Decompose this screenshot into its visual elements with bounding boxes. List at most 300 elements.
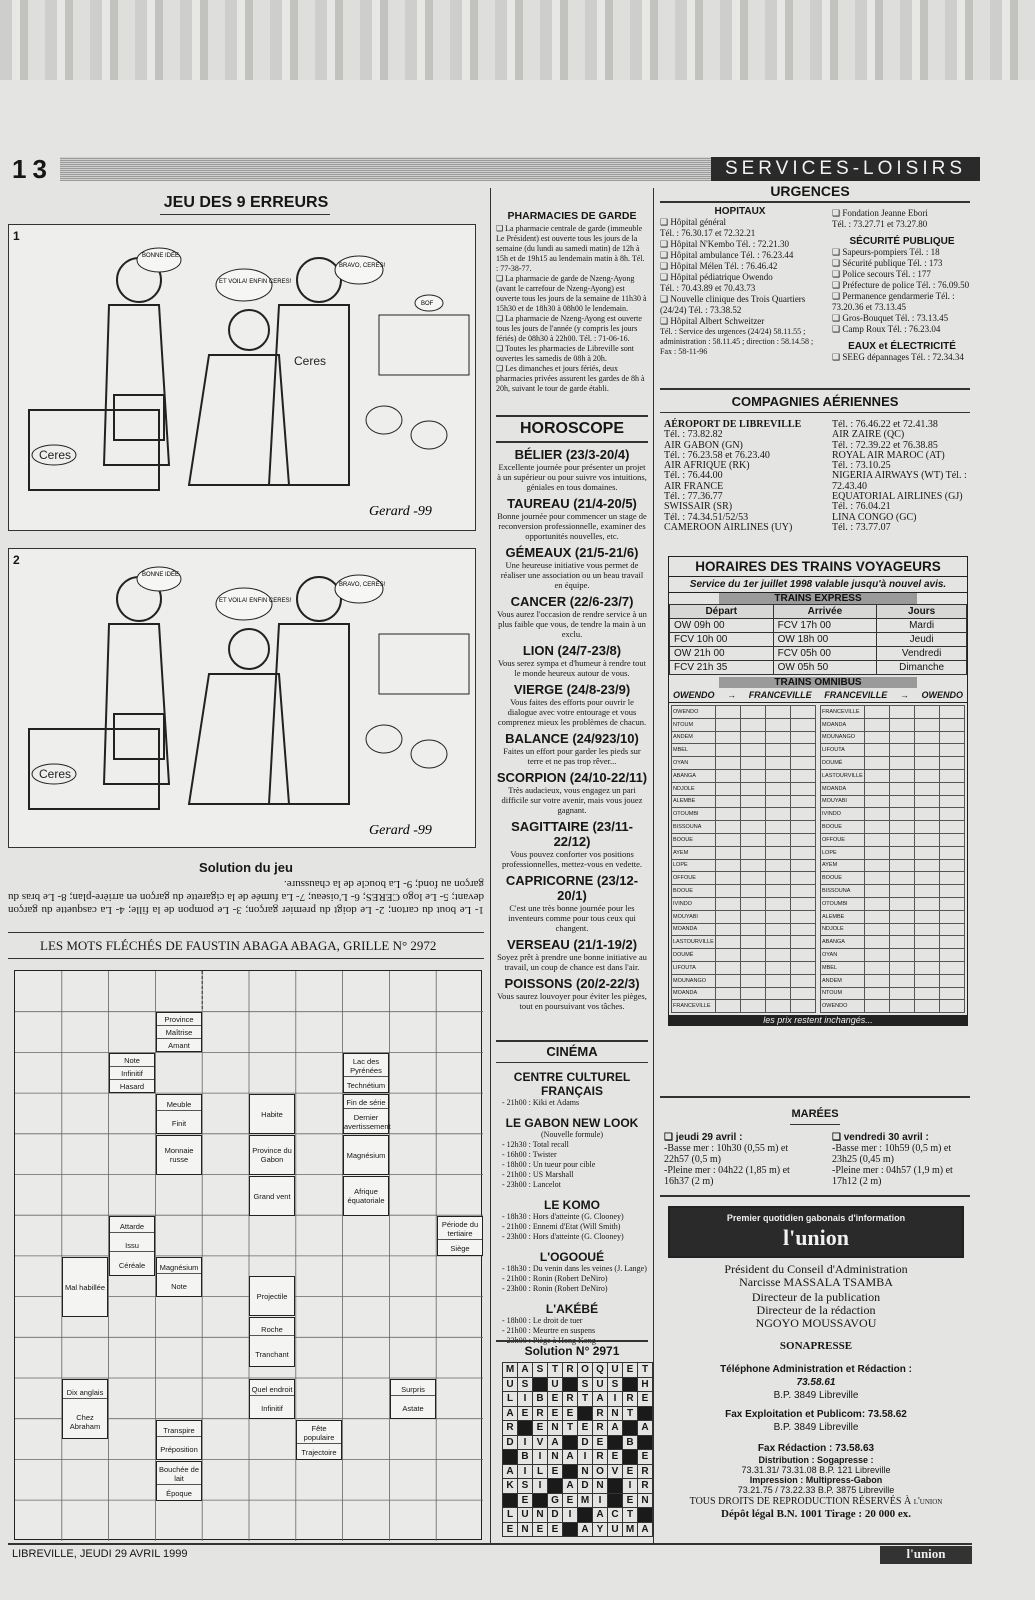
station-name: DOUMÉ (821, 757, 865, 770)
sign-name: LION (24/7-23/8) (522, 643, 622, 658)
cartoon-panel-1 (8, 224, 476, 531)
cell: FCV 10h 00 (670, 633, 774, 647)
credit-line: Fax Exploitation et Publicom: 73.58.62 (725, 1409, 907, 1420)
airline-line: LINA CONGO (GC) (832, 511, 917, 523)
omnibus-row (672, 910, 816, 923)
sign-name: VERSEAU (21/1-19/2) (506, 937, 638, 952)
solution-cell: V (533, 1435, 548, 1450)
clue: Mal habillée (64, 1282, 106, 1292)
col-header: Arrivée (773, 605, 877, 619)
footer-rule (8, 1543, 972, 1545)
time-cell (716, 757, 741, 770)
airline-line: AIR GABON (GN) (664, 439, 743, 451)
time-cell (741, 974, 766, 987)
time-cell (890, 706, 915, 719)
time-cell (940, 718, 965, 731)
clue-box (249, 1176, 295, 1216)
time-cell (766, 706, 791, 719)
pharmacy-text: La pharmacie centrale de garde (immeuble Le Président) est ouverte tous les jours de la semaine (du lundi au samedi matin) de 12h à 15h et de 19h15 au lendemain matin à 8h. Tél. : 77-38-77. (496, 224, 645, 273)
solution-cell: N (593, 1479, 608, 1494)
time-cell (716, 846, 741, 859)
omnibus-row (821, 731, 965, 744)
omnibus-row (821, 718, 965, 731)
station-name: MOANDA (672, 923, 716, 936)
station-name: MOUNANGO (821, 731, 865, 744)
solution-cell (638, 1435, 653, 1450)
station-name: ALEMBE (672, 795, 716, 808)
sign-text: Vous faites des efforts pour ouvrir le dialogue avec votre entourage et vous comprenez mieux les problèmes de chacun. (497, 697, 647, 727)
time-cell (890, 936, 915, 949)
time-cell (890, 987, 915, 1000)
time-cell (741, 885, 766, 898)
time-cell (940, 859, 965, 872)
station-name: MOUNANGO (672, 974, 716, 987)
omnibus-row (672, 821, 816, 834)
station-name: MOANDA (821, 718, 865, 731)
solution-cell: N (533, 1508, 548, 1523)
time-cell (741, 949, 766, 962)
cinema-show: - 12h30 : Total recall (502, 1140, 569, 1149)
solution-row (503, 1522, 653, 1537)
clue: Note (110, 1055, 154, 1067)
omnibus-row (821, 1000, 965, 1013)
solution-cell: A (593, 1508, 608, 1523)
sign-text: Soyez prêt à prendre une bonne initiative au travail, un coup de chance est dans l'air. (497, 952, 647, 972)
station-name: ANDEM (672, 731, 716, 744)
solution-cell: D (503, 1435, 518, 1450)
maree-line: -Basse mer : 10h30 (0,55 m) et 22h57 (0,5 m) (664, 1143, 789, 1165)
omnibus-row (672, 923, 816, 936)
cartoon-drawing-2 (9, 549, 476, 848)
omnibus-row (821, 897, 965, 910)
time-cell (766, 1000, 791, 1013)
omnibus-row (672, 987, 816, 1000)
omnibus-row (821, 846, 965, 859)
time-cell (716, 974, 741, 987)
station-name: IVINDO (821, 808, 865, 821)
time-cell (865, 706, 890, 719)
cell: Jeudi (877, 633, 967, 647)
time-cell (940, 833, 965, 846)
divider (496, 1340, 648, 1342)
solution-cell (503, 1493, 518, 1508)
col-header: Départ (670, 605, 774, 619)
solution-cell (533, 1493, 548, 1508)
time-cell (716, 782, 741, 795)
solution-cell: I (518, 1435, 533, 1450)
credit-line: Téléphone Administration et Rédaction : (720, 1364, 912, 1375)
erreurs-title: JEU DES 9 ERREURS (163, 194, 329, 211)
solution-cell: M (503, 1363, 518, 1378)
clue: Amant (168, 1040, 190, 1050)
clue-box (296, 1420, 342, 1460)
omnibus-row (821, 795, 965, 808)
page-number: 13 (12, 154, 53, 184)
clue: Monnaie russe (164, 1146, 194, 1164)
time-cell (865, 718, 890, 731)
time-cell (915, 706, 940, 719)
sign-text: Vous pouvez conforter vos positions professionnelles, mettez-vous en vedette. (502, 849, 642, 869)
solution-cell: S (518, 1377, 533, 1392)
sign-text: C'est une très bonne journée pour les inventeurs comme pour tous ceux qui changent. (508, 903, 636, 933)
clue: Technétium (346, 1080, 386, 1090)
time-cell (890, 769, 915, 782)
time-cell (915, 744, 940, 757)
ceres-logo: Ceres (39, 448, 72, 462)
footer-dateline: LIBREVILLE, JEUDI 29 AVRIL 1999 (12, 1548, 188, 1560)
time-cell (791, 859, 816, 872)
airline-line: Tél. : 77.36.77 (664, 491, 723, 503)
solution-cell: B (533, 1392, 548, 1407)
solution-cell: E (518, 1493, 533, 1508)
time-cell (915, 1000, 940, 1013)
omnibus-row (821, 744, 965, 757)
omnibus-row (821, 910, 965, 923)
time-cell (741, 987, 766, 1000)
omnibus-row (672, 885, 816, 898)
time-cell (741, 731, 766, 744)
time-cell (940, 987, 965, 1000)
securite-line: Permanence gendarmerie Tél. : 73.20.36 et 73.13.45 (832, 291, 955, 312)
divider (496, 1062, 648, 1063)
speech-bubble-1: BONNE IDÉE. (142, 253, 181, 259)
clue: Époque (166, 1488, 192, 1498)
clue: Siège (450, 1243, 470, 1253)
station-name: OTOUMBI (821, 897, 865, 910)
time-cell (716, 949, 741, 962)
solution-cell: S (578, 1377, 593, 1392)
time-cell (716, 795, 741, 808)
time-cell (741, 1000, 766, 1013)
cinema-show: - 23h00 : Ronin (Robert DeNiro) (502, 1284, 608, 1293)
speech-bubble-3: BRAVO, CERES! (339, 582, 386, 588)
solution-cell: S (518, 1479, 533, 1494)
time-cell (791, 744, 816, 757)
mots-fleches-title: LES MOTS FLÉCHÉS DE FAUSTIN ABAGA ABAGA, GRILLE N° 2972 (40, 938, 437, 953)
time-cell (791, 833, 816, 846)
time-cell (865, 859, 890, 872)
cinema-show: - 23h00 : Hors d'atteinte (G. Clooney) (502, 1232, 624, 1241)
credit-line: B.P. 3849 Libreville (773, 1390, 859, 1401)
station-name: OFFOUE (821, 833, 865, 846)
clue-box (156, 1257, 202, 1297)
time-cell (791, 872, 816, 885)
time-cell (940, 744, 965, 757)
solution-cell: E (548, 1392, 563, 1407)
time-cell (865, 910, 890, 923)
airline-line: Tél. : 74.34.51/52/53 (664, 511, 749, 523)
time-cell (741, 782, 766, 795)
speech-bubble-2: ET VOILA! ENFIN CERES! (219, 279, 292, 285)
omnibus-row (672, 769, 816, 782)
airline-line: Tél. : 73.82.82 (664, 429, 723, 441)
time-cell (716, 923, 741, 936)
express-table (669, 604, 967, 675)
time-cell (791, 974, 816, 987)
time-cell (716, 897, 741, 910)
omnibus-row (821, 961, 965, 974)
time-cell (766, 833, 791, 846)
cinema-venue: LE KOMO (544, 1198, 600, 1212)
hopital-line: Hôpital Mélen Tél. : 76.46.42 (670, 261, 778, 271)
eaux-title: EAUX et ÉLECTRICITÉ (848, 341, 956, 352)
time-cell (890, 897, 915, 910)
divider (496, 1040, 648, 1042)
omnibus-routes: OWENDO → FRANCEVILLE FRANCEVILLE → OWENDO (669, 688, 967, 703)
clue: Note (171, 1282, 187, 1292)
cinema-show: - 18h00 : Un tueur pour cible (502, 1160, 596, 1169)
clue-box (249, 1276, 295, 1316)
clue: Hasard (119, 1081, 145, 1091)
station-name: ABANGA (672, 769, 716, 782)
solution-cell: M (623, 1522, 638, 1537)
speech-bubble-2: ET VOILA! ENFIN CERES! (219, 598, 292, 604)
time-cell (865, 949, 890, 962)
solution-cell: I (593, 1493, 608, 1508)
credit-line: Directeur de la rédaction (756, 1303, 876, 1317)
credit-line: TOUS DROITS DE REPRODUCTION RÉSERVÉS À l'union (689, 1496, 943, 1507)
time-cell (766, 859, 791, 872)
time-cell (741, 872, 766, 885)
time-cell (716, 987, 741, 1000)
station-name: BISSOUNA (672, 821, 716, 834)
divider (660, 1195, 970, 1197)
airline-line: SWISSAIR (SR) (664, 501, 733, 513)
maree-day: jeudi 29 avril : (675, 1132, 743, 1143)
solution-cell (608, 1479, 623, 1494)
time-cell (791, 769, 816, 782)
time-cell (940, 1000, 965, 1013)
solution-cell: U (593, 1377, 608, 1392)
station-name: BOOUE (821, 872, 865, 885)
station-name: LASTOURVILLE (672, 936, 716, 949)
omnibus-row (821, 872, 965, 885)
time-cell (766, 961, 791, 974)
time-cell (890, 731, 915, 744)
time-cell (791, 1000, 816, 1013)
station-name: MBEL (821, 961, 865, 974)
clue-box (109, 1216, 155, 1276)
time-cell (915, 987, 940, 1000)
compagnies-title: COMPAGNIES AÉRIENNES (731, 394, 899, 409)
omnibus-row (672, 706, 816, 719)
airline-line: Tél. : 72.39.22 et 76.38.85 (832, 439, 938, 451)
station-name: MOUYABI (672, 910, 716, 923)
solution-cell: N (548, 1450, 563, 1465)
maree-line: -Pleine mer : 04h57 (1,9 m) et 17h12 (2 m) (832, 1165, 953, 1187)
time-cell (766, 885, 791, 898)
mots-fleches-grid (14, 970, 482, 1540)
pharmacy-text: La pharmacie de Nzeng-Ayong est ouverte tous les jours de l'année (y compris les jours fériés) de 08h30 à 22h00. Tél. : 71-06-16. (496, 314, 642, 343)
express-title: TRAINS EXPRESS (719, 593, 917, 604)
airline-line: Tél. : 76.04.21 (832, 501, 891, 513)
solution-cell: R (533, 1406, 548, 1421)
clue-box (249, 1135, 295, 1175)
time-cell (890, 795, 915, 808)
time-cell (716, 910, 741, 923)
grid-lines (15, 971, 483, 1541)
clue: Surpris (391, 1384, 435, 1396)
solution-cell: A (578, 1522, 593, 1537)
securite-line: Camp Roux Tél. : 76.23.04 (842, 324, 941, 334)
time-cell (716, 769, 741, 782)
station-name: OYAN (821, 949, 865, 962)
clue: Trajectoire (301, 1447, 337, 1457)
pharmacy-text: La pharmacie de garde de Nzeng-Ayong (avant le carrefour de Nzeng-Ayong) est ouverte tous les jours de la semaine de 11h30 à 15h30 et de 18h30 à 08h00 le lendemain. (496, 274, 647, 313)
station-name: IVINDO (672, 897, 716, 910)
credit-line: Impression : Multipress-Gabon (749, 1475, 883, 1485)
time-cell (940, 936, 965, 949)
time-cell (716, 808, 741, 821)
solution-cell: A (503, 1464, 518, 1479)
clue-box (109, 1053, 155, 1093)
clue-box (343, 1135, 389, 1175)
solution-cell: E (623, 1493, 638, 1508)
hopitaux-list: ❑ Hôpital général Tél. : 76.30.17 et 72.32.21 ❑ Hôpital N'Kembo Tél. : 72.21.30 ❑ Hôpital ambulance Tél. : 76.23.44 ❑ Hôpital Mélen Tél. : 76.46.42 ❑ Hôpital pédiatrique Owendo Tél. : 70.43.89 et 70.43.73 ❑ Nouvelle clinique des Trois Quartiers (24/24) Tél. : 73.38.52 ❑ Hôpital Albert Schweitzer Tél. : Service des urgences (24/24) 58.11.55 ; administration : 58.11.45 ; direction : 58.14.58 ; Fax : 58-11-96 (660, 217, 820, 357)
solution-cell: S (533, 1363, 548, 1378)
pharmacies-title: PHARMACIES DE GARDE (507, 210, 637, 222)
time-cell (741, 718, 766, 731)
station-name: ALEMBE (821, 910, 865, 923)
omnibus-row (821, 936, 965, 949)
sign-name: BÉLIER (23/3-20/4) (514, 447, 630, 462)
omnibus-row (821, 782, 965, 795)
eaux-line: SEEG dépannages Tél. : 72.34.34 (842, 352, 964, 362)
time-cell (915, 910, 940, 923)
station-name: AYEM (672, 846, 716, 859)
solution-cell: I (608, 1392, 623, 1407)
clue-box (249, 1379, 295, 1419)
time-cell (865, 936, 890, 949)
securite-title: SÉCURITÉ PUBLIQUE (849, 236, 955, 247)
clue: Roche (250, 1324, 294, 1336)
solution-cell: E (563, 1406, 578, 1421)
clue: Transpire (157, 1425, 201, 1437)
cinema-venue: L'OGOOUÉ (539, 1250, 605, 1264)
time-cell (791, 987, 816, 1000)
divider (8, 932, 484, 933)
solution-cell: U (608, 1522, 623, 1537)
cinema-show: - 21h00 : Ronin (Robert DeNiro) (502, 1274, 608, 1283)
cell: OW 21h 00 (670, 647, 774, 661)
solution-cell (563, 1522, 578, 1537)
clue-box (156, 1094, 202, 1134)
hopital-line: Hôpital N'Kembo Tél. : 72.21.30 (670, 239, 790, 249)
station-name: LIFOUTA (821, 744, 865, 757)
clue: Infinitif (110, 1068, 154, 1080)
solution-cell (533, 1377, 548, 1392)
time-cell (890, 846, 915, 859)
route-label: OWENDO (921, 690, 963, 700)
solution-cell: E (638, 1450, 653, 1465)
marees-title: MARÉES (791, 1108, 839, 1120)
solution-cell: E (533, 1522, 548, 1537)
sign-name: CAPRICORNE (23/12-20/1) (505, 873, 639, 903)
solution-cell: R (638, 1464, 653, 1479)
time-cell (791, 949, 816, 962)
time-cell (890, 782, 915, 795)
solution-cell: C (608, 1508, 623, 1523)
time-cell (741, 821, 766, 834)
solution-cell: O (578, 1363, 593, 1378)
solution-row (503, 1493, 653, 1508)
time-cell (741, 706, 766, 719)
time-cell (890, 974, 915, 987)
time-cell (940, 910, 965, 923)
time-cell (741, 757, 766, 770)
section-title: SERVICES-LOISIRS (711, 157, 980, 181)
clue: Lac des Pyrénées (344, 1056, 388, 1077)
airline-line: NIGERIA AIRWAYS (WT) Tél. : (832, 470, 967, 482)
cell: OW 09h 00 (670, 619, 774, 633)
omnibus-row (821, 833, 965, 846)
time-cell (890, 949, 915, 962)
station-name: DOUMÉ (672, 949, 716, 962)
omnibus-row (821, 949, 965, 962)
clue: Maîtrise (157, 1027, 201, 1039)
sign-name: SAGITTAIRE (23/11-22/12) (511, 819, 633, 849)
omnibus-row (672, 859, 816, 872)
time-cell (741, 961, 766, 974)
time-cell (791, 923, 816, 936)
time-cell (791, 885, 816, 898)
solution-cell: I (533, 1450, 548, 1465)
time-cell (915, 782, 940, 795)
clue-box (343, 1176, 389, 1216)
solution-cell: I (533, 1479, 548, 1494)
route-label: FRANCEVILLE (824, 690, 888, 700)
station-name: BOOUE (672, 885, 716, 898)
solution-cell: Q (593, 1363, 608, 1378)
time-cell (915, 923, 940, 936)
credit-line: Dépôt légal B.N. 1001 Tirage : 20 000 ex. (721, 1508, 911, 1520)
omnibus-row (672, 1000, 816, 1013)
omnibus-row (821, 769, 965, 782)
clue-box (249, 1094, 295, 1134)
solution-cell: D (578, 1435, 593, 1450)
clue: Issu (110, 1240, 154, 1252)
solution-row (503, 1363, 653, 1378)
sign-name: CANCER (22/6-23/7) (510, 594, 634, 609)
clue-box (343, 1094, 389, 1134)
speech-bubble-3: BRAVO, CERES! (339, 263, 386, 269)
cinema-show: - 18h30 : Du venin dans les veines (J. Lange) (502, 1264, 647, 1273)
solution-cell (608, 1493, 623, 1508)
solution-row (503, 1406, 653, 1421)
clue: Afrique équatoriale (347, 1187, 385, 1205)
time-cell (865, 885, 890, 898)
time-cell (766, 821, 791, 834)
solution-cell: T (623, 1406, 638, 1421)
time-cell (741, 859, 766, 872)
solution-cell: T (548, 1363, 563, 1378)
time-cell (766, 731, 791, 744)
time-cell (940, 846, 965, 859)
hopital-line: Hôpital pédiatrique Owendo (670, 272, 773, 282)
time-cell (915, 795, 940, 808)
panel-number: 2 (13, 553, 20, 567)
time-cell (915, 757, 940, 770)
solution-cell: E (638, 1392, 653, 1407)
credit-line: Distribution : Sogapresse : (758, 1455, 874, 1465)
solution-cell (623, 1377, 638, 1392)
clue: Infinitif (261, 1404, 283, 1414)
omnibus-row (672, 974, 816, 987)
solution-row (503, 1479, 653, 1494)
clue: Finit (171, 1119, 187, 1129)
station-name: OWENDO (821, 1000, 865, 1013)
clue: Astate (402, 1404, 424, 1414)
